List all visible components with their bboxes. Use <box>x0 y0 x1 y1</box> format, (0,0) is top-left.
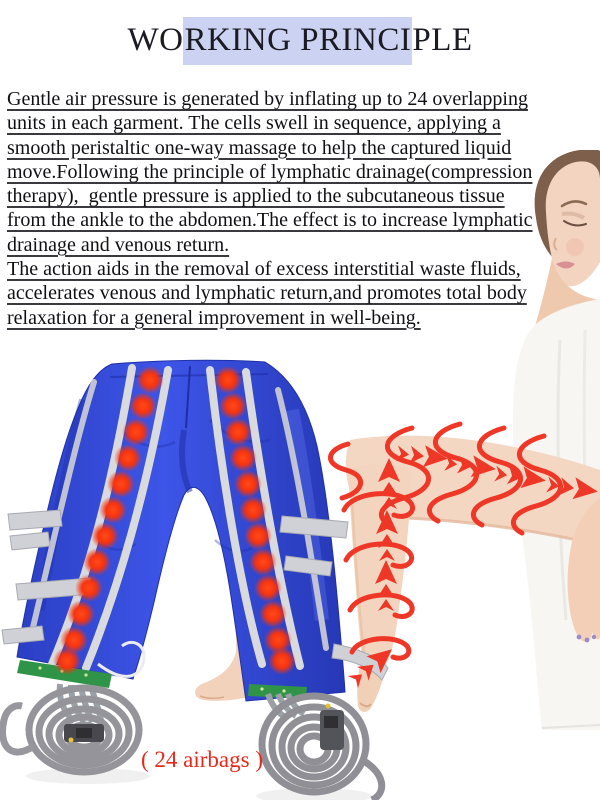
text-line: smooth peristaltic one-way massage to help the captured liquid <box>7 136 512 159</box>
text-line: relaxation for a general improvement in well-being. <box>7 306 421 329</box>
text-line: The action aids in the removal of excess interstitial waste fluids, <box>7 258 521 281</box>
text-line: move.Following the principle of lymphatic drainage(compression <box>7 160 533 183</box>
working-principle-text <box>7 87 597 330</box>
text-line: drainage and venous return. <box>7 233 230 256</box>
title-highlight: RKING PRINCI <box>183 17 412 65</box>
title-prefix: WO <box>127 22 184 58</box>
text-line: accelerates venous and lymphatic return,and promotes total body <box>7 282 527 305</box>
text-line: units in each garment. The cells swell in sequence, applying a <box>7 112 501 135</box>
text-line: Gentle air pressure is generated by inflating up to 24 overlapping <box>7 88 528 110</box>
text-line: therapy), gentle pressure is applied to the subcutaneous tissue <box>7 185 505 208</box>
text-line: from the ankle to the abdomen.The effect is to increase lymphatic <box>7 209 533 232</box>
airbags-caption: ( 24 airbags ) <box>141 747 263 772</box>
page-title <box>0 16 600 64</box>
title-suffix: PLE <box>412 22 473 58</box>
